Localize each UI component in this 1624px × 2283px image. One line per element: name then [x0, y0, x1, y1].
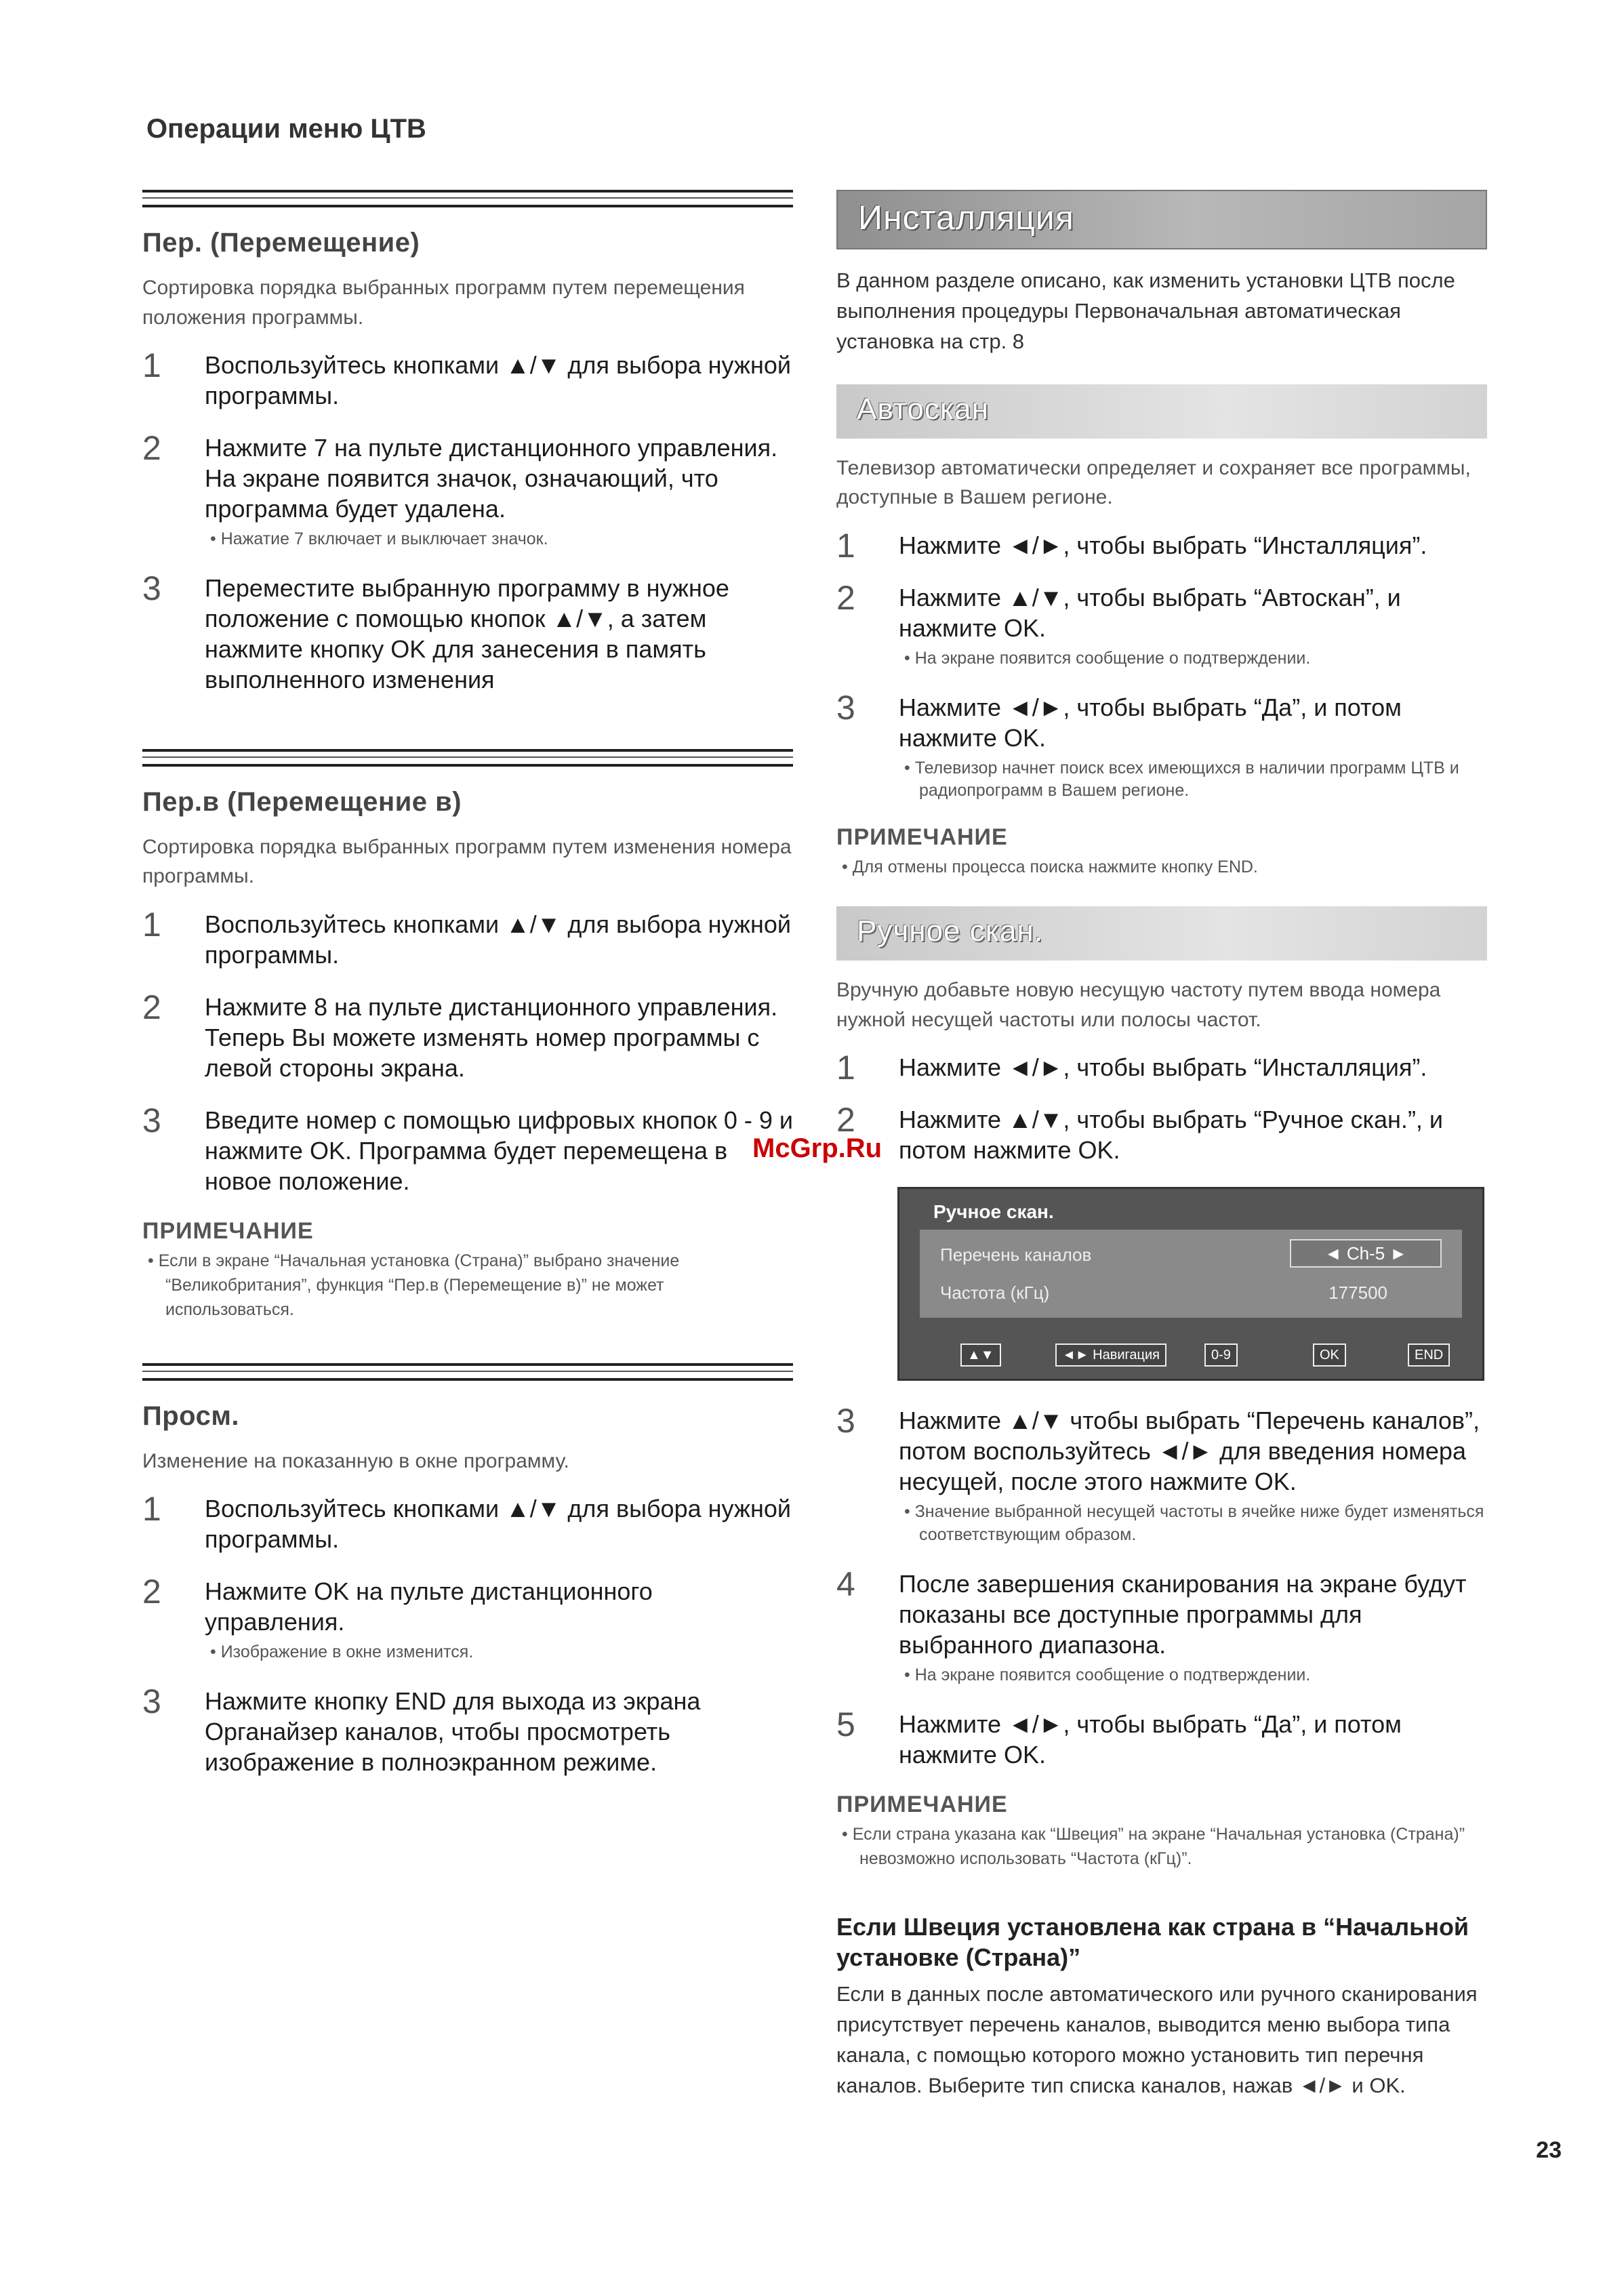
- step-subnote: • На экране появится сообщение о подтверждении.: [904, 1665, 1311, 1684]
- step-number: 3: [142, 569, 161, 607]
- section-desc: Сортировка порядка выбранных программ путем перемещения положения программы.: [142, 277, 745, 329]
- step-number: 1: [836, 1049, 855, 1087]
- note-text: • Если страна указана как “Швеция” на экране “Начальная установка (Страна)” невозможно использовать “Частота (кГц)”.: [842, 1824, 1465, 1868]
- step-text: Воспользуйтесь кнопками ▲/▼ для выбора нужной программы.: [205, 910, 792, 969]
- step: [142, 988, 793, 1083]
- step-text: После завершения сканирования на экране будут показаны все доступные программы для выбранного диапазона.: [899, 1569, 1467, 1659]
- step-text: Воспользуйтесь кнопками ▲/▼ для выбора нужной программы.: [205, 351, 792, 409]
- digits-button[interactable]: 0-9: [1204, 1343, 1238, 1367]
- step: [142, 1682, 793, 1777]
- step: [142, 1573, 793, 1664]
- step-text: Нажмите 7 на пульте дистанционного управления. На экране появится значок, означающий, что программа будет удалена.: [205, 434, 778, 523]
- screen-footer: [920, 1339, 1462, 1369]
- note-title: ПРИМЕЧАНИЕ: [836, 1791, 1008, 1817]
- step: [836, 1402, 1487, 1547]
- step-number: 1: [142, 1490, 161, 1528]
- step-text: Нажмите ◄/►, чтобы выбрать “Инсталляция”.: [899, 531, 1427, 559]
- step: [836, 526, 1487, 565]
- section-rule: [142, 749, 793, 767]
- updown-button[interactable]: ▲▼: [960, 1343, 1001, 1367]
- step-text: Нажмите ◄/►, чтобы выбрать “Инсталляция”.: [899, 1053, 1427, 1082]
- step: [836, 688, 1487, 803]
- step-number: 5: [836, 1705, 855, 1743]
- manual-scan-title: Ручное скан.: [857, 914, 1043, 948]
- step-text: Переместите выбранную программу в нужное положение с помощью кнопок ▲/▼, а затем нажмите кнопку OK для занесения в память выполненного изменения: [205, 573, 729, 693]
- section-title-move: Пер. (Перемещение): [142, 228, 420, 258]
- page-number: 23: [1536, 2137, 1562, 2163]
- page-header: Операции меню ЦТВ: [146, 114, 426, 144]
- step: [836, 1564, 1487, 1687]
- watermark: McGrp.Ru: [752, 1133, 882, 1163]
- manual-scan-screen: [897, 1187, 1484, 1381]
- sweden-heading: Если Швеция установлена как страна в “Начальной установке (Страна)”: [836, 1913, 1469, 1972]
- step-text: Нажмите кнопку END для выхода из экрана Органайзер каналов, чтобы просмотреть изображение в полноэкранном режиме.: [205, 1686, 701, 1776]
- step: [142, 1101, 794, 1196]
- step: [142, 429, 793, 551]
- step-text: Нажмите ▲/▼, чтобы выбрать “Автоскан”, и нажмите OK.: [899, 583, 1401, 642]
- step-subnote: • Нажатие 7 включает и выключает значок.: [210, 529, 548, 548]
- step-number: 2: [142, 988, 161, 1026]
- step-text: Нажмите ◄/►, чтобы выбрать “Да”, и потом нажмите OK.: [899, 1710, 1402, 1769]
- section-title-view: Просм.: [142, 1400, 240, 1431]
- step-number: 4: [836, 1564, 855, 1603]
- step: [142, 1490, 793, 1554]
- right-column: [836, 190, 1487, 2101]
- step: [836, 1049, 1487, 1087]
- frequency-label: Частота (кГц): [940, 1282, 1050, 1304]
- section-title-move-to: Пер.в (Перемещение в): [142, 786, 462, 817]
- section-desc: Телевизор автоматически определяет и сохраняет все программы, доступные в Вашем регионе.: [836, 456, 1471, 509]
- sweden-text: Если в данных после автоматического или ручного сканирования присутствует перечень каналов, выводится меню выбора типа канала, с помощью которого можно установить тип перечня каналов. Выберите тип списка каналов, нажав ◄/► и OK.: [836, 1982, 1478, 2097]
- step-number: 1: [836, 526, 855, 565]
- step-text: Нажмите ▲/▼ чтобы выбрать “Перечень каналов”, потом воспользуйтесь ◄/► для введения номера несущей, после этого нажмите OK.: [899, 1407, 1480, 1496]
- note-title: ПРИМЕЧАНИЕ: [142, 1217, 314, 1244]
- channel-selector[interactable]: ◄ Ch-5 ►: [1290, 1239, 1442, 1268]
- note-text: • Если в экране “Начальная установка (Страна)” выбрано значение “Великобритания”, функция “Пер.в (Перемещение в)” не может использоваться.: [148, 1251, 680, 1320]
- step-text: Воспользуйтесь кнопками ▲/▼ для выбора нужной программы.: [205, 1495, 792, 1553]
- section-rule: [142, 190, 793, 207]
- section-desc: Сортировка порядка выбранных программ путем изменения номера программы.: [142, 835, 792, 888]
- step: [836, 1705, 1487, 1770]
- step-subnote: • Изображение в окне изменится.: [210, 1642, 474, 1661]
- section-rule: [142, 1363, 793, 1381]
- step-number: 1: [142, 346, 161, 384]
- step-number: 3: [836, 688, 855, 727]
- step-number: 3: [142, 1682, 161, 1720]
- section-desc: Вручную добавьте новую несущую частоту путем ввода номера нужной несущей частоты или полосы частот.: [836, 979, 1441, 1031]
- screen-body: [920, 1230, 1462, 1318]
- step-number: 2: [836, 578, 855, 617]
- installation-intro: В данном разделе описано, как изменить установки ЦТВ после выполнения процедуры Первоначальная автоматическая установка на стр. 8: [836, 268, 1455, 353]
- step-number: 2: [142, 429, 161, 467]
- step-text: Нажмите ▲/▼, чтобы выбрать “Ручное скан.”, и потом нажмите OK.: [899, 1106, 1444, 1165]
- step-text: Введите номер с помощью цифровых кнопок 0 - 9 и нажмите OK. Программа будет перемещена в новое положение.: [205, 1106, 794, 1195]
- note-text: • Для отмены процесса поиска нажмите кнопку END.: [842, 857, 1258, 877]
- step-subnote: • Телевизор начнет поиск всех имеющихся в наличии программ ЦТВ и радиопрограмм в Вашем регионе.: [904, 758, 1459, 801]
- step: [836, 578, 1487, 670]
- frequency-value: 177500: [1328, 1282, 1387, 1304]
- step-number: 1: [142, 905, 161, 944]
- ok-button[interactable]: OK: [1313, 1343, 1346, 1367]
- step-number: 2: [142, 1573, 161, 1611]
- navigation-button[interactable]: ◄► Навигация: [1055, 1343, 1166, 1367]
- step: [142, 905, 793, 970]
- screen-title: Ручное скан.: [933, 1201, 1054, 1223]
- step: [142, 346, 793, 411]
- step-subnote: • Значение выбранной несущей частоты в ячейке ниже будет изменяться соответствующим образом.: [904, 1502, 1484, 1545]
- step-number: 2: [836, 1101, 855, 1139]
- end-button[interactable]: END: [1408, 1343, 1450, 1367]
- section-desc: Изменение на показанную в окне программу.: [142, 1449, 569, 1472]
- step-number: 3: [836, 1402, 855, 1440]
- step-text: Нажмите 8 на пульте дистанционного управления. Теперь Вы можете изменять номер программы с левой стороны экрана.: [205, 992, 778, 1082]
- step-number: 3: [142, 1101, 161, 1139]
- installation-banner: [836, 190, 1487, 249]
- step-text: Нажмите ◄/►, чтобы выбрать “Да”, и потом нажмите OK.: [899, 693, 1402, 752]
- banner-title: Инсталляция: [858, 199, 1074, 237]
- autoscan-banner: [836, 384, 1487, 439]
- note-title: ПРИМЕЧАНИЕ: [836, 824, 1008, 851]
- step: [142, 569, 793, 695]
- channel-list-label: Перечень каналов: [940, 1245, 1092, 1266]
- manual-scan-banner: [836, 906, 1487, 961]
- step-text: Нажмите OK на пульте дистанционного управления.: [205, 1577, 653, 1636]
- step: [836, 1101, 1487, 1165]
- autoscan-title: Автоскан: [857, 392, 989, 426]
- left-column: [142, 190, 793, 1799]
- step-subnote: • На экране появится сообщение о подтверждении.: [904, 648, 1311, 668]
